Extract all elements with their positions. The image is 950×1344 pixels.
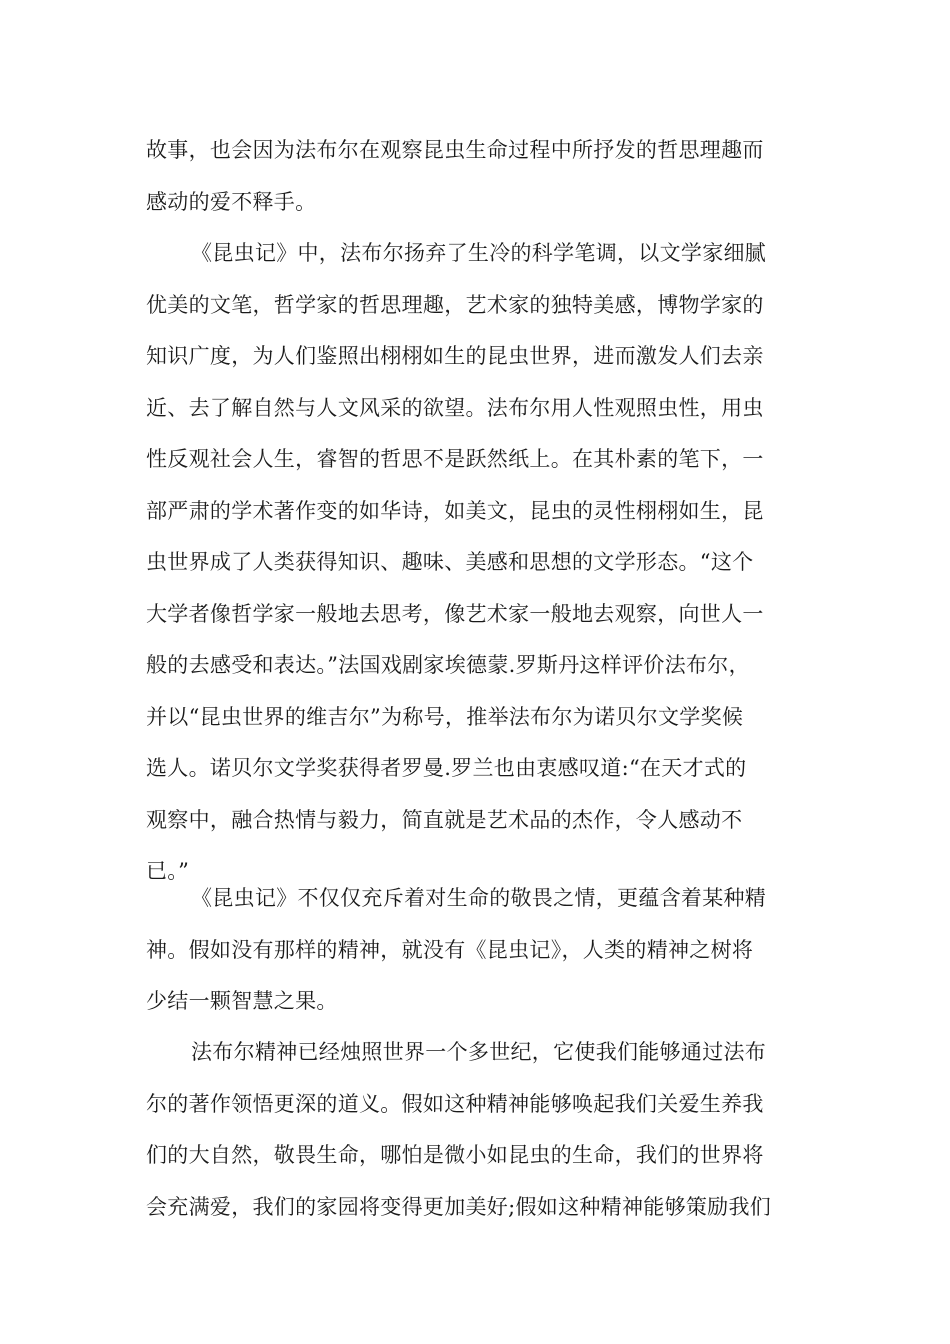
- paragraph-2: [146, 228, 816, 898]
- text-line: 大学者像哲学家一般地去思考，像艺术家一般地去观察，向世人一: [146, 601, 764, 626]
- text-line: 近、去了解自然与人文风采的欲望。法布尔用人性观照虫性，用虫: [146, 395, 764, 420]
- text-line: 法布尔精神已经烛照世界一个多世纪，它使我们能够通过法布: [191, 1040, 767, 1064]
- text-line: 神。假如没有那样的精神，就没有《昆虫记》，人类的精神之树将: [146, 937, 754, 962]
- text-line: 《昆虫记》中，法布尔扬弃了生冷的科学笔调，以文学家细腻: [191, 241, 767, 265]
- text-line: 性反观社会人生，睿智的哲思不是跃然纸上。在其朴素的笔下，一: [146, 447, 764, 471]
- paragraph-1: [146, 125, 816, 228]
- text-line: 虫世界成了人类获得知识、趣味、美感和思想的文学形态。“这个: [146, 550, 754, 574]
- text-line: 尔的著作领悟更深的道义。假如这种精神能够唤起我们关爱生养我: [146, 1091, 764, 1116]
- paragraph-4: [146, 1027, 816, 1233]
- text-line: 感动的爱不释手。: [146, 189, 317, 214]
- text-line: 部严肃的学术著作变的如华诗，如美文，昆虫的灵性栩栩如生，昆: [146, 498, 764, 523]
- text-line: 们的大自然，敬畏生命，哪怕是微小如昆虫的生命，我们的世界将: [146, 1143, 764, 1167]
- text-line: 观察中，融合热情与毅力，简直就是艺术品的杰作，令人感动不: [146, 807, 743, 832]
- text-line: 优美的文笔，哲学家的哲思理趣，艺术家的独特美感，博物学家的: [146, 292, 764, 317]
- text-line: 并以“昆虫世界的维吉尔”为称号，推举法布尔为诺贝尔文学奖候: [146, 704, 744, 729]
- text-line: 知识广度，为人们鉴照出栩栩如生的昆虫世界，进而激发人们去亲: [146, 344, 764, 368]
- paragraph-3: [146, 873, 816, 1028]
- text-line: 少结一颗智慧之果。: [146, 989, 338, 1013]
- text-line: 会充满爱，我们的家园将变得更加美好;假如这种精神能够策励我们: [146, 1194, 772, 1219]
- text-line: 已。”: [146, 859, 190, 883]
- text-line: 《昆虫记》不仅仅充斥着对生命的敬畏之情，更蕴含着某种精: [191, 886, 767, 910]
- text-line: 故事，也会因为法布尔在观察昆虫生命过程中所抒发的哲思理趣而: [146, 138, 764, 162]
- text-line: 般的去感受和表达。”法国戏剧家埃德蒙.罗斯丹这样评价法布尔，: [146, 653, 750, 677]
- text-line: 选人。诺贝尔文学奖获得者罗曼.罗兰也由衷感叹道:“在天才式的: [146, 756, 747, 780]
